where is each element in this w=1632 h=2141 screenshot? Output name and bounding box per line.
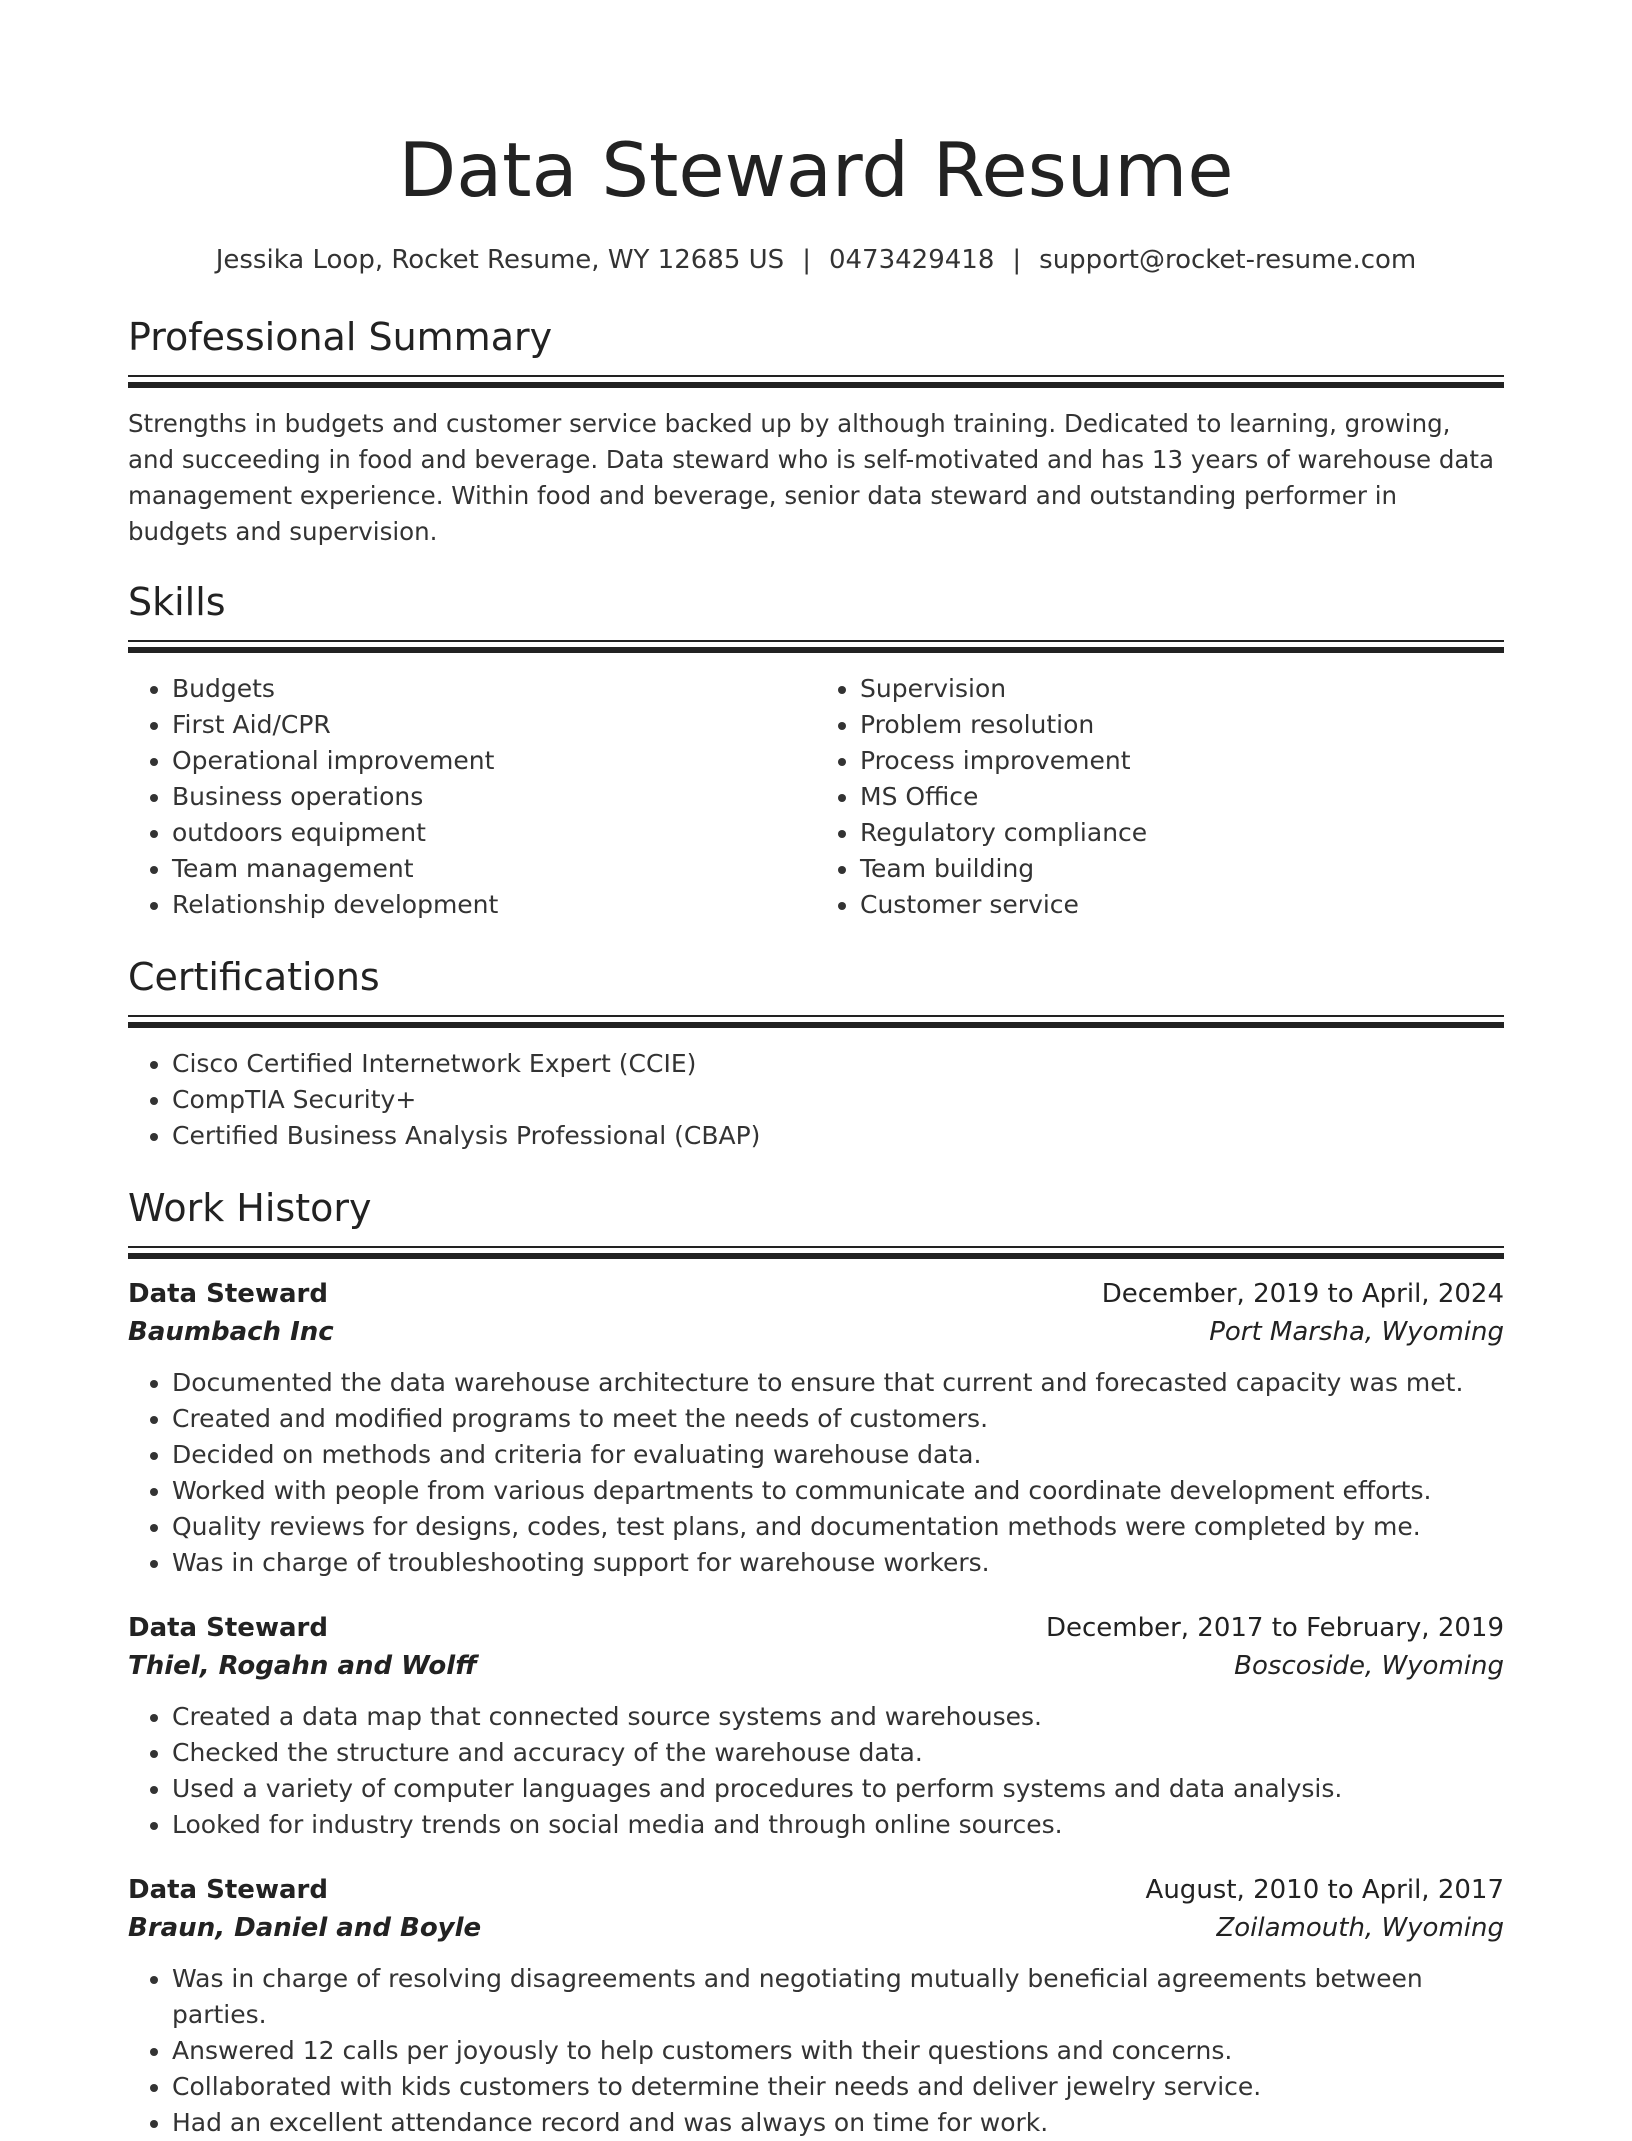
certifications-heading: Certifications [128,955,380,999]
job-bullets [128,1699,1504,1843]
job-header-row [128,1871,1504,1909]
skill-item: • First Aid/CPR [172,707,816,743]
job-entry [128,1609,1504,1843]
skill-item: • outdoors equipment [172,815,816,851]
job-dates: August, 2010 to April, 2017 [1145,1875,1504,1905]
section-divider-inner [128,382,1504,388]
section-divider [128,1015,1504,1028]
job-bullet: • Worked with people from various departments to communicate and coordinate development efforts. [172,1473,1504,1509]
summary-text: Strengths in budgets and customer service backed up by although training. Dedicated to learning, growing, and succeeding in food and beverage. Data steward who is self-motivated and has 13 years of warehouse data management experience. Within food and beverage, senior data steward and outstanding performer in budgets and supervision. [128,409,1495,546]
skills-section [128,578,1504,923]
job-bullet: • Was in charge of troubleshooting support for warehouse workers. [172,1545,1504,1581]
job-header-row [128,1275,1504,1313]
certification-item: • Certified Business Analysis Professional (CBAP) [172,1118,1504,1154]
job-company-row [128,1313,1504,1351]
job-title: Data Steward [128,1279,328,1309]
job-entry [128,1275,1504,1581]
job-bullet: • Quality reviews for designs, codes, test plans, and documentation methods were completed by me. [172,1509,1504,1545]
skills-list-right [816,671,1504,923]
section-divider [128,375,1504,388]
summary-heading: Professional Summary [128,315,553,359]
job-bullet: • Created a data map that connected source systems and warehouses. [172,1699,1504,1735]
contact-email: support@rocket-resume.com [1039,245,1417,275]
job-company: Braun, Daniel and Boyle [128,1913,482,1943]
job-bullet: • Was in charge of resolving disagreements and negotiating mutually beneficial agreements between parties. [172,1961,1504,2033]
skills-grid [128,653,1504,923]
job-bullet: • Created and modified programs to meet the needs of customers. [172,1401,1504,1437]
certifications-list [128,1046,1504,1154]
job-company: Thiel, Rogahn and Wolff [128,1651,477,1681]
job-bullets [128,1365,1504,1581]
skill-item: • Problem resolution [860,707,1504,743]
certification-item: • CompTIA Security+ [172,1082,1504,1118]
job-bullet: • Checked the structure and accuracy of the warehouse data. [172,1735,1504,1771]
work-history-section [128,1184,1504,2141]
summary-section [128,313,1504,550]
skill-item: • Customer service [860,887,1504,923]
contact-separator: | [802,245,811,275]
job-title: Data Steward [128,1875,328,1905]
job-bullet: • Decided on methods and criteria for evaluating warehouse data. [172,1437,1504,1473]
skill-item: • Budgets [172,671,816,707]
skill-item: • Process improvement [860,743,1504,779]
skill-item: • Operational improvement [172,743,816,779]
skills-list-left [128,671,816,923]
job-bullet: • Had an excellent attendance record and was always on time for work. [172,2105,1504,2141]
contact-line [128,242,1504,278]
job-bullet: • Answered 12 calls per joyously to help customers with their questions and concerns. [172,2033,1504,2069]
job-title: Data Steward [128,1613,328,1643]
job-bullets [128,1961,1504,2141]
skill-item: • Team management [172,851,816,887]
skill-item: • MS Office [860,779,1504,815]
job-bullet: • Used a variety of computer languages and procedures to perform systems and data analysis. [172,1771,1504,1807]
job-location: Zoilamouth, Wyoming [1216,1913,1504,1943]
job-bullet: • Documented the data warehouse architecture to ensure that current and forecasted capacity was met. [172,1365,1504,1401]
skill-item: • Relationship development [172,887,816,923]
skill-item: • Business operations [172,779,816,815]
skill-item: • Team building [860,851,1504,887]
certifications-section [128,953,1504,1154]
skill-item: • Regulatory compliance [860,815,1504,851]
skills-heading: Skills [128,580,226,624]
contact-address: Jessika Loop, Rocket Resume, WY 12685 US [215,245,785,275]
job-company-row [128,1647,1504,1685]
contact-separator: | [1012,245,1022,275]
job-bullet: • Collaborated with kids customers to determine their needs and deliver jewelry service. [172,2069,1504,2105]
job-bullet: • Looked for industry trends on social media and through online sources. [172,1807,1504,1843]
job-dates: December, 2017 to February, 2019 [1045,1613,1504,1643]
skill-item: • Supervision [860,671,1504,707]
contact-phone: 0473429418 [828,245,995,275]
certification-item: • Cisco Certified Internetwork Expert (CCIE) [172,1046,1504,1082]
job-company: Baumbach Inc [128,1317,334,1347]
section-divider [128,1246,1504,1259]
job-company-row [128,1909,1504,1947]
section-divider-inner [128,1253,1504,1259]
job-dates: December, 2019 to April, 2024 [1101,1279,1504,1309]
job-location: Boscoside, Wyoming [1234,1651,1504,1681]
section-divider-inner [128,1022,1504,1028]
job-entry [128,1871,1504,2141]
section-divider [128,640,1504,653]
job-header-row [128,1609,1504,1647]
job-location: Port Marsha, Wyoming [1209,1317,1504,1347]
resume-title: Data Steward Resume [398,126,1234,214]
work-history-heading: Work History [128,1186,372,1230]
